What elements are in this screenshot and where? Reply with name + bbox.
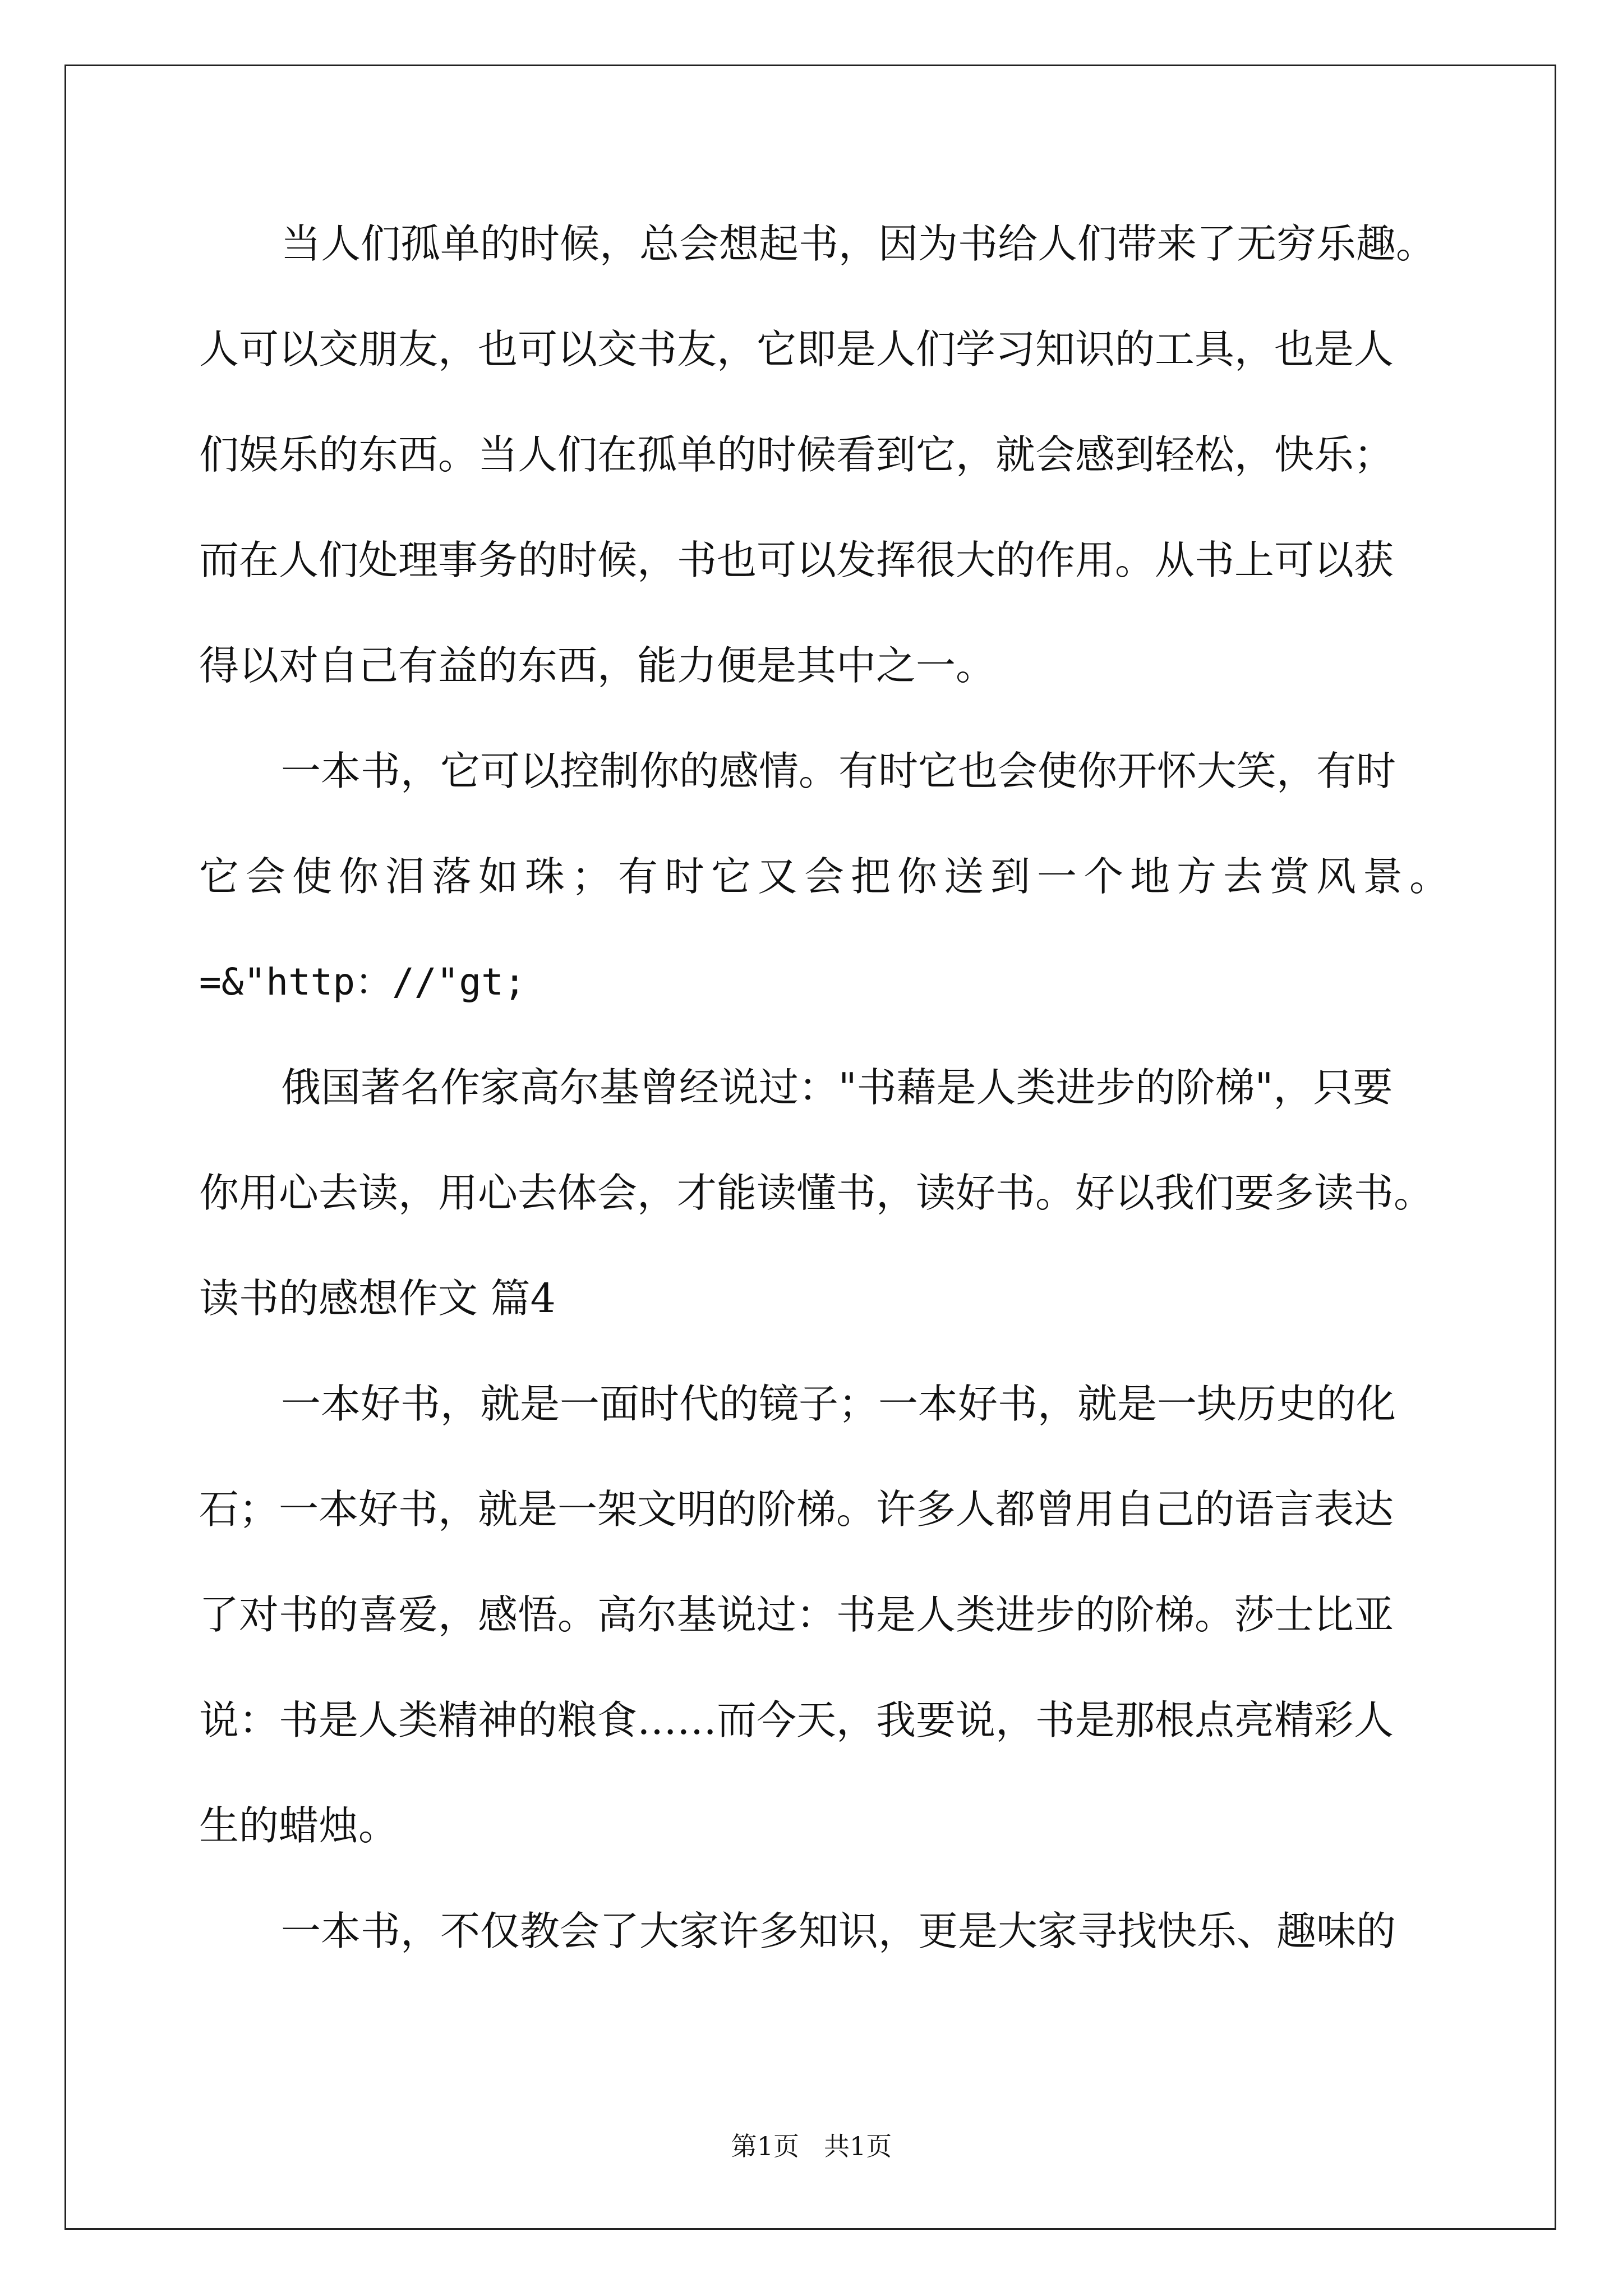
page-number: 第1页 (731, 2131, 799, 2161)
text-line: 而在人们处理事务的时候，书也可以发挥很大的作用。从书上可以获 (199, 537, 1394, 583)
text-line: 当人们孤单的时候，总会想起书，因为书给人们带来了无穷乐趣。 (281, 220, 1436, 267)
page-total: 共1页 (824, 2131, 892, 2161)
text-line: 一本书，它可以控制你的感情。有时它也会使你开怀大笑，有时 (281, 748, 1396, 794)
page-footer (0, 2126, 1623, 2163)
text-line: 你用心去读，用心去体会，才能读懂书，读好书。好以我们要多读书。 (199, 1170, 1434, 1216)
text-line: 人可以交朋友，也可以交书友，它即是人们学习知识的工具，也是人 (199, 326, 1394, 372)
text-line: 石；一本好书，就是一架文明的阶梯。许多人都曾用自己的语言表达 (199, 1486, 1394, 1533)
text-line: 俄国著名作家高尔基曾经说过："书藉是人类进步的阶梯"，只要 (281, 1064, 1393, 1111)
text-line: 说：书是人类精神的粮食……而今天，我要说，书是那根点亮精彩人 (199, 1697, 1394, 1743)
section-heading: 读书的感想作文 篇4 (199, 1275, 556, 1322)
text-line: 一本好书，就是一面时代的镜子；一本好书，就是一块历史的化 (281, 1381, 1396, 1427)
text-line: =&"http：//"gt; (199, 960, 526, 1004)
text-line: 一本书，不仅教会了大家许多知识，更是大家寻找快乐、趣味的 (281, 1908, 1396, 1954)
text-line: 得以对自己有益的东西，能力便是其中之一。 (199, 642, 996, 689)
text-line: 它会使你泪落如珠；有时它又会把你送到一个地方去赏风景。 (199, 853, 1456, 900)
text-line: 生的蜡烛。 (199, 1802, 399, 1849)
text-line: 了对书的喜爱，感悟。高尔基说过：书是人类进步的阶梯。莎士比亚 (199, 1591, 1394, 1638)
text-line: 们娱乐的东西。当人们在孤单的时候看到它，就会感到轻松，快乐； (199, 431, 1394, 478)
